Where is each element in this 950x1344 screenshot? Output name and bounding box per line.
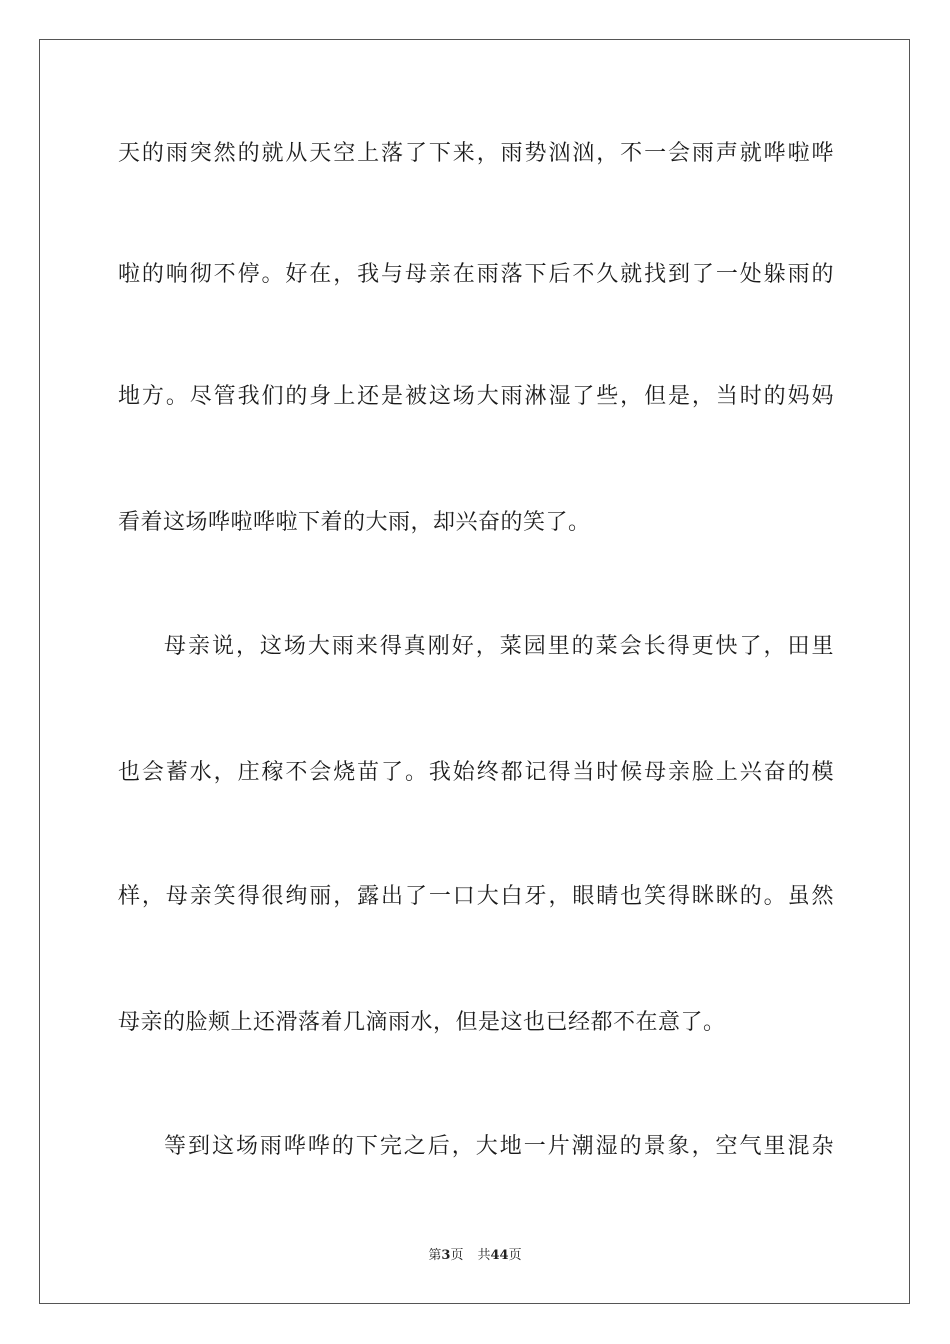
total-suffix: 页: [508, 1248, 522, 1263]
text-line-7: 样，母亲笑得很绚丽，露出了一口大白牙，眼睛也笑得眯眯的。虽然: [118, 884, 834, 909]
text-line-3: 地方。尽管我们的身上还是被这场大雨淋湿了些，但是，当时的妈妈: [118, 384, 834, 409]
total-prefix: 共: [477, 1248, 491, 1263]
page-border: [39, 39, 910, 1304]
total-pages: 44: [490, 1248, 509, 1263]
text-line-1: 天的雨突然的就从天空上落了下来，雨势汹汹，不一会雨声就哗啦哗: [118, 141, 834, 166]
page-number: 3: [441, 1248, 451, 1263]
paragraph-start-line-2: 等到这场雨哗哗的下完之后，大地一片潮湿的景象，空气里混杂: [164, 1134, 834, 1159]
page-footer: [0, 1247, 950, 1265]
page-prefix: 第: [428, 1248, 442, 1263]
text-line-2: 啦的响彻不停。好在，我与母亲在雨落下后不久就找到了一处躲雨的: [118, 262, 834, 287]
text-line-6: 也会蓄水，庄稼不会烧苗了。我始终都记得当时候母亲脸上兴奋的模: [118, 760, 834, 785]
page-suffix: 页: [450, 1248, 464, 1263]
text-line-8: 母亲的脸颊上还滑落着几滴雨水，但是这也已经都不在意了。: [118, 1010, 726, 1035]
text-line-4: 看着这场哗啦哗啦下着的大雨，却兴奋的笑了。: [118, 510, 591, 535]
paragraph-start-line: 母亲说，这场大雨来得真刚好，菜园里的菜会长得更快了，田里: [164, 634, 834, 659]
